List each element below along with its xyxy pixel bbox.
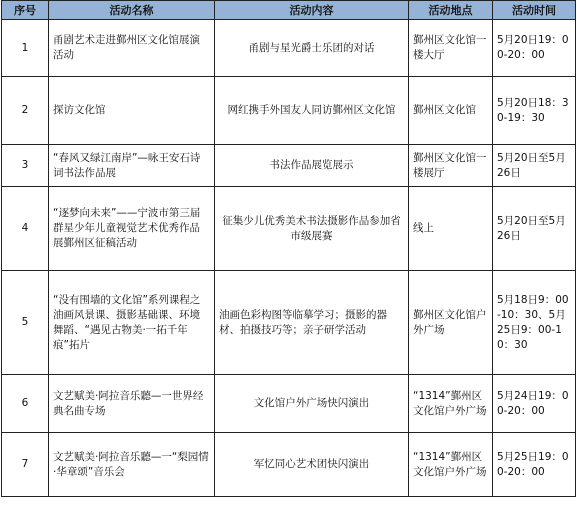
table-header-row <box>2 1 576 20</box>
activity-schedule-table <box>1 0 576 497</box>
table-row <box>2 271 576 375</box>
row-number: 5 <box>2 271 49 375</box>
activity-place: 鄞州区文化馆一楼大厅 <box>409 20 493 77</box>
table-row <box>2 375 576 433</box>
activity-name: “春风又绿江南岸”—咏王安石诗词书法作品展 <box>49 145 215 187</box>
activity-content: 网红携手外国友人同访鄞州区文化馆 <box>215 77 409 145</box>
header-activity-time: 活动时间 <box>493 1 576 20</box>
activity-place: “1314”鄞州区文化馆户外广场 <box>409 433 493 497</box>
row-number: 7 <box>2 433 49 497</box>
row-number: 3 <box>2 145 49 187</box>
activity-time: 5月18日9：00-10：30、5月25日9：00-10：30 <box>493 271 576 375</box>
activity-place: 鄞州区文化馆 <box>409 77 493 145</box>
activity-content: 文化馆户外广场快闪演出 <box>215 375 409 433</box>
activity-place: 鄞州区文化馆户外广场 <box>409 271 493 375</box>
table-row <box>2 433 576 497</box>
activity-name: 文艺赋美·阿拉音乐聽—一“梨园情·华章颂”音乐会 <box>49 433 215 497</box>
header-activity-place: 活动地点 <box>409 1 493 20</box>
activity-name: 探访文化馆 <box>49 77 215 145</box>
activity-time: 5月25日19：00-20：00 <box>493 433 576 497</box>
activity-content: 甬剧与星光爵士乐团的对话 <box>215 20 409 77</box>
row-number: 4 <box>2 187 49 271</box>
activity-place: 线上 <box>409 187 493 271</box>
row-number: 6 <box>2 375 49 433</box>
table-row <box>2 20 576 77</box>
header-activity-name: 活动名称 <box>49 1 215 20</box>
table-row <box>2 77 576 145</box>
table-row <box>2 145 576 187</box>
activity-time: 5月24日19：00-20：00 <box>493 375 576 433</box>
activity-time: 5月20日至5月26日 <box>493 187 576 271</box>
activity-time: 5月20日18：30-19：30 <box>493 77 576 145</box>
row-number: 2 <box>2 77 49 145</box>
row-number: 1 <box>2 20 49 77</box>
activity-time: 5月20日至5月26日 <box>493 145 576 187</box>
header-number: 序号 <box>2 1 49 20</box>
activity-place: “1314”鄞州区文化馆户外广场 <box>409 375 493 433</box>
header-activity-content: 活动内容 <box>215 1 409 20</box>
activity-name: “没有围墙的文化馆”系列课程之油画风景课、摄影基础课、环境舞蹈、“遇见古物美·一拓千年痕”拓片 <box>49 271 215 375</box>
table-row <box>2 187 576 271</box>
activity-place: 鄞州区文化馆一楼展厅 <box>409 145 493 187</box>
activity-name: “逐梦向未来”——宁波市第三届群星少年儿童视觉艺术优秀作品展鄞州区征稿活动 <box>49 187 215 271</box>
activity-content: 军忆同心艺术团快闪演出 <box>215 433 409 497</box>
activity-content: 油画色彩构图等临摹学习；摄影的器材、拍摄技巧等；亲子研学活动 <box>215 271 409 375</box>
activity-name: 甬剧艺术走进鄞州区文化馆展演活动 <box>49 20 215 77</box>
activity-time: 5月20日19：00-20：00 <box>493 20 576 77</box>
activity-name: 文艺赋美·阿拉音乐聽—一世界经典名曲专场 <box>49 375 215 433</box>
activity-content: 征集少儿优秀美术书法摄影作品参加省市级展赛 <box>215 187 409 271</box>
activity-content: 书法作品展览展示 <box>215 145 409 187</box>
